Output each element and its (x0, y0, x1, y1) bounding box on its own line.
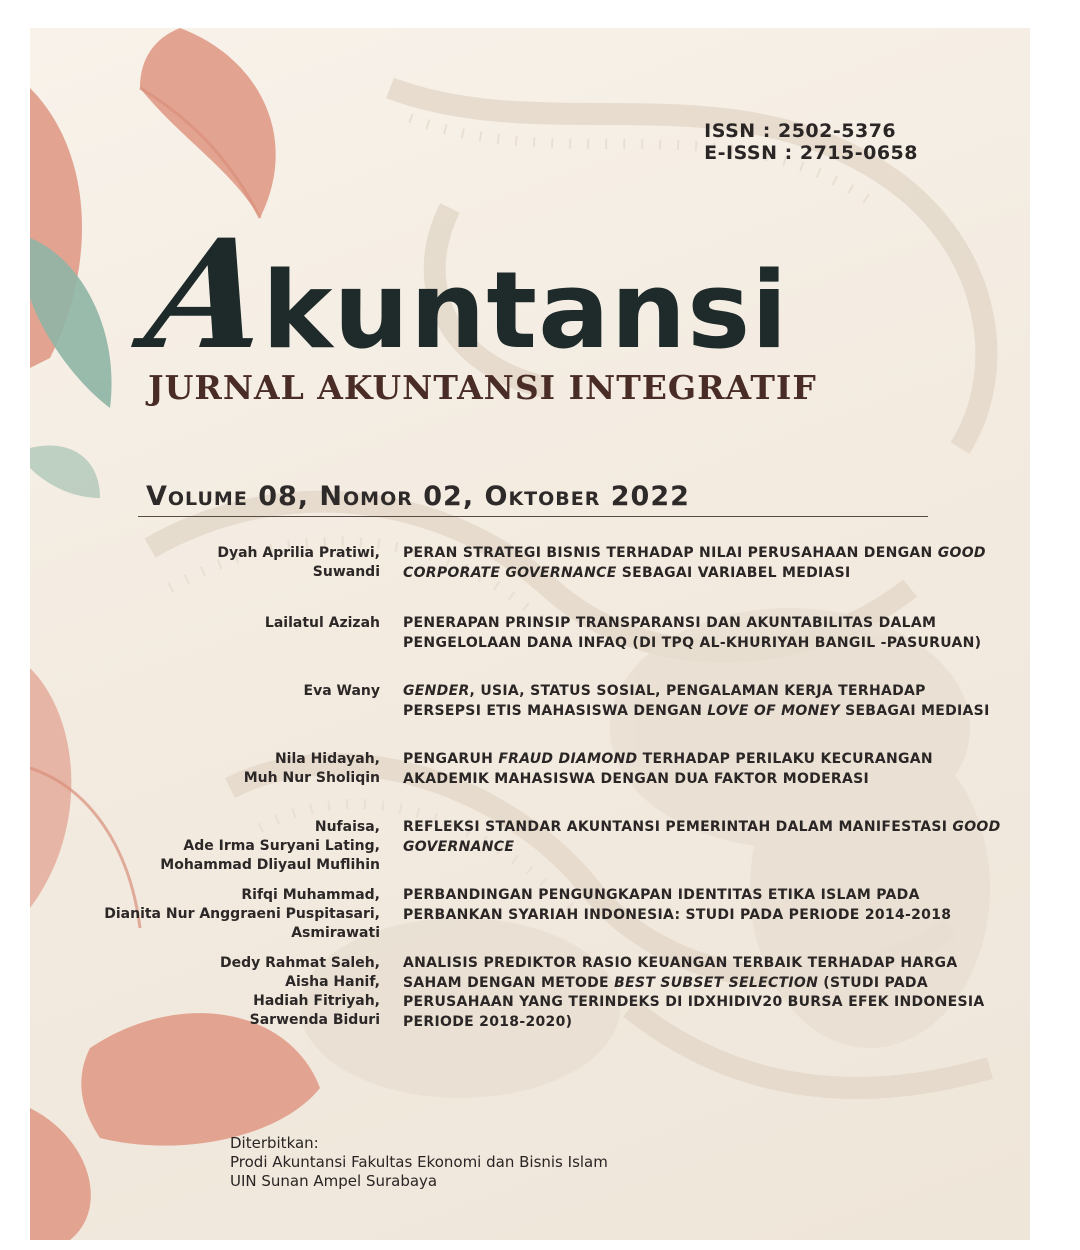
author-name: Lailatul Azizah (264, 615, 380, 631)
article-authors (217, 544, 380, 582)
article-title (403, 750, 1003, 789)
article-title (403, 682, 1003, 721)
article-title-text: (STUDI PADA PERUSAHAAN YANG TERINDEKS DI IDXHIDIV20 BURSA EFEK INDONESIA PERIODE 2018-2020) (403, 974, 985, 1030)
article-title-text: REFLEKSI STANDAR AKUNTANSI PEMERINTAH DALAM MANIFESTASI (403, 819, 953, 835)
author-name: Dyah Aprilia Pratiwi, (217, 545, 380, 561)
volume-line: Volume 08, Nomor 02, Oktober 2022 (146, 481, 690, 512)
publisher-line-1: Prodi Akuntansi Fakultas Ekonomi dan Bisnis Islam (230, 1153, 608, 1171)
article-title-text: PENERAPAN PRINSIP TRANSPARANSI DAN AKUNTABILITAS DALAM PENGELOLAAN DANA INFAQ (DI TPQ AL-KHURIYAH BANGIL -PASURUAN) (403, 615, 982, 651)
author-name: Muh Nur Sholiqin (243, 770, 380, 786)
author-name: Sarwenda Biduri (249, 1012, 380, 1028)
article-title-italic: GENDER (403, 683, 470, 699)
journal-subtitle: JURNAL AKUNTANSI INTEGRATIF (148, 368, 817, 407)
author-name: Asmirawati (291, 925, 380, 941)
author-name: Eva Wany (303, 683, 380, 699)
article-title-italic: LOVE OF MONEY (707, 702, 840, 719)
publisher-line-2: UIN Sunan Ampel Surabaya (230, 1172, 438, 1190)
article-title (403, 886, 1003, 925)
author-name: Mohammad Dliyaul Muflihin (160, 857, 380, 873)
article-title-italic: GOOD CORPORATE GOVERNANCE (403, 545, 986, 581)
article-title (403, 818, 1003, 857)
article-title-text: ANALISIS PREDIKTOR RASIO KEUANGAN TERBAIK TERHADAP HARGA SAHAM DENGAN METODE (403, 955, 958, 991)
article-title-text: SEBAGAI MEDIASI (839, 702, 990, 719)
article-authors (160, 818, 380, 875)
article-title (403, 614, 1003, 653)
article-authors (265, 614, 380, 633)
author-name: Aisha Hanif, (285, 974, 380, 990)
article-title-text: SEBAGAI VARIABEL MEDIASI (616, 564, 851, 581)
article-title-text: PENGARUH (403, 751, 499, 767)
article-authors (304, 682, 381, 701)
article-title-italic: GOOD GOVERNANCE (403, 819, 1001, 855)
journal-logo (137, 207, 950, 383)
author-name: Hadiah Fitriyah, (253, 993, 380, 1009)
article-title-text: TERHADAP PERILAKU KECURANGAN AKADEMIK MAHASISWA DENGAN DUA FAKTOR MODERASI (403, 751, 933, 787)
article-title-italic: BEST SUBSET SELECTION (614, 974, 819, 991)
volume-divider (138, 516, 928, 517)
author-name: Dedy Rahmat Saleh, (219, 955, 380, 971)
article-title (403, 544, 1003, 583)
article-title-text: , USIA, STATUS SOSIAL, PENGALAMAN KERJA TERHADAP PERSEPSI ETIS MAHASISWA DENGAN (403, 683, 926, 719)
article-title-text: PERAN STRATEGI BISNIS TERHADAP NILAI PERUSAHAAN DENGAN (403, 545, 938, 561)
logo-wordmark: kuntansi (262, 249, 789, 372)
article-title-text: PERBANDINGAN PENGUNGKAPAN IDENTITAS ETIKA ISLAM PADA PERBANKAN SYARIAH INDONESIA: STUDI PADA PERIODE 2014-2018 (403, 887, 952, 923)
issn-block (704, 120, 918, 164)
article-title-italic: FRAUD DIAMOND (498, 751, 638, 767)
publisher-block (230, 1134, 608, 1191)
article-authors (104, 886, 380, 943)
author-name: Nila Hidayah, (274, 751, 380, 767)
article-authors (244, 750, 380, 788)
logo-initial: A (137, 207, 279, 383)
author-name: Suwandi (312, 564, 380, 580)
author-name: Ade Irma Suryani Lating, (183, 838, 380, 854)
issn-text: ISSN : 2502-5376 (704, 120, 897, 142)
publisher-label: Diterbitkan: (230, 1134, 319, 1152)
eissn-text: E-ISSN : 2715-0658 (704, 142, 918, 164)
author-name: Dianita Nur Anggraeni Puspitasari, (104, 906, 380, 922)
journal-cover (30, 28, 1030, 1240)
article-title (403, 954, 1003, 1032)
author-name: Rifqi Muhammad, (241, 887, 380, 903)
author-name: Nufaisa, (314, 819, 380, 835)
article-authors (220, 954, 380, 1030)
